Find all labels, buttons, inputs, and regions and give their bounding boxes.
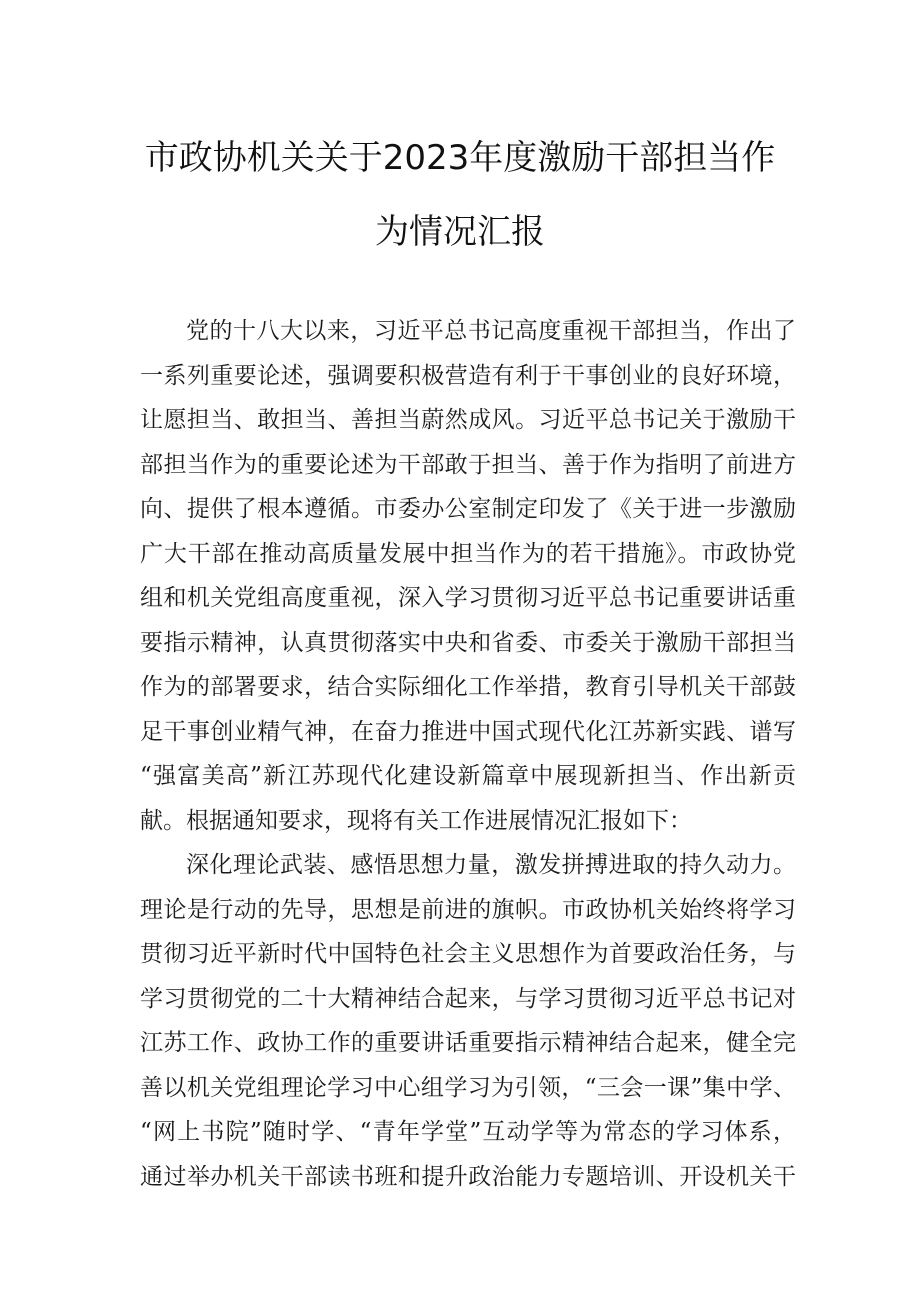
paragraph-line: 向、提供了根本遵循。市委办公室制定印发了《关于进一步激励 — [140, 496, 796, 522]
paragraph-line: 部担当作为的重要论述为干部敢于担当、善于作为指明了前进方 — [140, 452, 796, 478]
paragraph-line: 善以机关党组理论学习中心组学习为引领，“三会一课”集中学、 — [140, 1075, 796, 1101]
paragraph-line: 深化理论武装、感悟思想力量，激发拼搏进取的持久动力。 — [186, 852, 796, 878]
paragraph-line: 广大干部在推动高质量发展中担当作为的若干措施》。市政协党 — [140, 541, 796, 567]
document-title-line-2: 为情况汇报 — [375, 212, 545, 252]
paragraph-line: 党的十八大以来，习近平总书记高度重视干部担当，作出了 — [186, 318, 796, 344]
paragraph-line: 贯彻习近平新时代中国特色社会主义思想作为首要政治任务，与 — [140, 941, 796, 967]
paragraph-line: 通过举办机关干部读书班和提升政治能力专题培训、开设机关干 — [140, 1164, 796, 1190]
paragraph-line: “强富美高”新江苏现代化建设新篇章中展现新担当、作出新贡 — [140, 763, 796, 789]
paragraph-line: 理论是行动的先导，思想是前进的旗帜。市政协机关始终将学习 — [140, 897, 796, 923]
paragraph-line: 组和机关党组高度重视，深入学习贯彻习近平总书记重要讲话重 — [140, 585, 796, 611]
paragraph-line: 足干事创业精气神，在奋力推进中国式现代化江苏新实践、谱写 — [140, 719, 796, 745]
paragraph-line: 一系列重要论述，强调要积极营造有利于干事创业的良好环境， — [140, 363, 796, 389]
document-title-line-1: 市政协机关关于2023年度激励干部担当作 — [144, 138, 776, 178]
paragraph-line: 要指示精神，认真贯彻落实中央和省委、市委关于激励干部担当 — [140, 630, 796, 656]
paragraph-line: 让愿担当、敢担当、善担当蔚然成风。习近平总书记关于激励干 — [140, 407, 796, 433]
paragraph-line: 作为的部署要求，结合实际细化工作举措，教育引导机关干部鼓 — [140, 674, 796, 700]
paragraph-line: “网上书院”随时学、“青年学堂”互动学等为常态的学习体系， — [140, 1119, 796, 1145]
paragraph-line: 江苏工作、政协工作的重要讲话重要指示精神结合起来，健全完 — [140, 1030, 796, 1056]
paragraph-line: 献。根据通知要求，现将有关工作进展情况汇报如下： — [140, 808, 692, 834]
paragraph-line: 学习贯彻党的二十大精神结合起来，与学习贯彻习近平总书记对 — [140, 986, 796, 1012]
